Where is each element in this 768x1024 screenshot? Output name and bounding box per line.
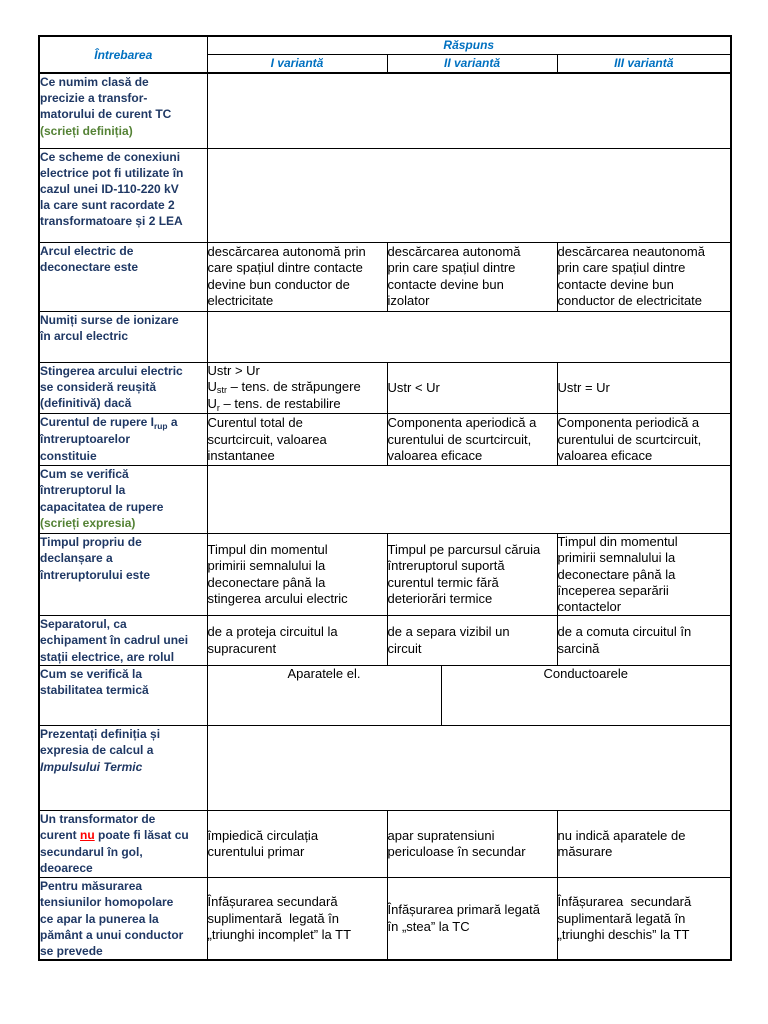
answer-text: Curentul total de scurtcircuit, valoarea instantanee xyxy=(207,415,327,463)
legend-line-recovery-voltage xyxy=(208,396,387,413)
answer-space xyxy=(207,466,731,534)
question-text: Prezentați definiția și expresia de calcul a xyxy=(40,727,161,758)
legend-subscript: r xyxy=(216,402,220,413)
variant-header-3 xyxy=(557,54,731,73)
answer-text: Componenta periodică a curentului de scurtcircuit, valoarea eficace xyxy=(557,415,702,463)
question-cell xyxy=(39,73,207,148)
answer-text: de a proteja circuitul la supracurent xyxy=(207,624,338,656)
answer-text: descărcarea autonomă prin care spațiul dintre contacte devine bun conductor de electricitate xyxy=(207,244,366,308)
question-cell xyxy=(39,878,207,961)
question-emphasis: Impulsului Termic xyxy=(40,759,143,774)
answer-text: Ustr < Ur xyxy=(387,379,440,395)
question-text: Separatorul, ca echipament în cadrul unei stații electrice, are rolul xyxy=(40,617,189,664)
question-row xyxy=(39,534,731,616)
variant-label: III variantă xyxy=(614,56,674,71)
question-cell xyxy=(39,534,207,616)
answer-text: descărcarea neautonomă prin care spațiul dintre contacte devine bun conductor de electricitate xyxy=(557,244,705,308)
question-text: Curentul de rupere I xyxy=(40,415,155,430)
answer-variant-2 xyxy=(387,811,557,878)
question-cell xyxy=(39,466,207,534)
answer-variant-3 xyxy=(557,414,731,466)
answer-variant-3 xyxy=(557,534,731,616)
answer-text: Componenta aperiodică a curentului de scurtcircuit, valoarea eficace xyxy=(387,415,537,463)
answer-variant-1 xyxy=(207,534,387,616)
question-column-label: Întrebarea xyxy=(94,47,153,62)
answer-variant-3 xyxy=(557,616,731,666)
answer-text: de a comuta circuitul în sarcină xyxy=(557,624,692,656)
question-text-continued: a întreruptoarelor constituie xyxy=(40,415,178,463)
question-row xyxy=(39,311,731,362)
question-cell xyxy=(39,362,207,414)
answer-group-label: Răspuns xyxy=(443,38,495,53)
question-text: Un transformator de curent xyxy=(40,812,156,843)
question-cell xyxy=(39,242,207,311)
question-cell xyxy=(39,311,207,362)
question-row xyxy=(39,726,731,811)
question-text: Pentru măsurarea tensiunilor homopolare ce apar la punerea la pământ a unui conductor se prevede xyxy=(40,879,184,958)
answer-split-columns xyxy=(208,666,731,725)
question-cell xyxy=(39,811,207,878)
answer-variant-2 xyxy=(387,242,557,311)
question-cell xyxy=(39,414,207,466)
answer-variant-2 xyxy=(387,616,557,666)
answer-text: de a separa vizibil un circuit xyxy=(387,624,510,656)
variant-header-2 xyxy=(387,54,557,73)
split-column-conductors xyxy=(442,666,731,725)
question-text: Ce scheme de conexiuni electrice pot fi utilizate în cazul unei ID-110-220 kV la care sunt racordate 2 transformatoare și 2 LEA xyxy=(40,149,184,229)
answer-text: nu indică aparatele de măsurare xyxy=(557,827,686,860)
question-text: Numiți surse de ionizare în arcul electric xyxy=(40,312,179,343)
question-cell xyxy=(39,666,207,726)
legend-subscript: str xyxy=(216,385,227,396)
variant-header-1 xyxy=(207,54,387,73)
split-label: Aparatele el. xyxy=(287,666,361,682)
answer-variant-3 xyxy=(557,242,731,311)
variant-label: II variantă xyxy=(443,56,501,71)
question-row xyxy=(39,242,731,311)
answer-text: Timpul din momentul primirii semnalului la deconectare până la începerea separării contactelor xyxy=(557,534,678,614)
answer-variant-3 xyxy=(557,362,731,414)
answer-text: descărcarea autonomă prin care spațiul dintre contacte devine bun izolator xyxy=(387,244,521,308)
answer-split xyxy=(207,666,731,726)
question-row xyxy=(39,666,731,726)
question-instruction: (scrieți expresia) xyxy=(40,515,136,530)
answer-text: Înfășurarea secundară suplimentară legată în „triunghi deschis” la TT xyxy=(557,894,692,942)
answer-text: apar supratensiuni periculoase în secundar xyxy=(387,827,526,860)
question-text: Arcul electric de deconectare este xyxy=(40,243,139,274)
question-row xyxy=(39,616,731,666)
legend-description: – tens. de străpungere xyxy=(227,378,361,394)
question-column-header xyxy=(39,36,207,73)
answer-variant-3 xyxy=(557,878,731,961)
variant-label: I variantă xyxy=(270,56,324,71)
question-cell xyxy=(39,148,207,242)
legend-description: – tens. de restabilire xyxy=(219,395,341,411)
answer-variant-2 xyxy=(387,878,557,961)
answer-variant-1 xyxy=(207,242,387,311)
question-row xyxy=(39,362,731,414)
question-text: Stingerea arcului electric se consideră reușită (definitivă) dacă xyxy=(40,363,183,410)
answer-variant-1 xyxy=(207,414,387,466)
question-text: Cum se verifică întreruptorul la capacitatea de rupere xyxy=(40,467,164,514)
question-row xyxy=(39,148,731,242)
question-text: Timpul propriu de declanșare a întreruptorului este xyxy=(40,535,151,582)
answer-variant-2 xyxy=(387,414,557,466)
answer-variant-1 xyxy=(207,878,387,961)
answer-text: Ustr = Ur xyxy=(557,379,610,395)
split-column-apparatus xyxy=(208,666,442,725)
question-text: Ce numim clasă de precizie a transfor- matorului de curent TC xyxy=(40,75,172,122)
answer-variant-1 xyxy=(207,616,387,666)
question-text: Cum se verifică la stabilitatea termică xyxy=(40,667,149,698)
question-row xyxy=(39,414,731,466)
answer-space xyxy=(207,726,731,811)
answer-variant-1 xyxy=(207,811,387,878)
question-subscript: rup xyxy=(154,420,168,431)
answer-text: împiedică circulația curentului primar xyxy=(207,827,319,860)
quiz-table xyxy=(38,35,732,961)
question-row xyxy=(39,466,731,534)
answer-variant-2 xyxy=(387,362,557,414)
answer-variant-1 xyxy=(207,362,387,414)
legend-line-breakdown-voltage xyxy=(208,379,387,396)
question-row xyxy=(39,878,731,961)
question-row xyxy=(39,73,731,148)
answer-variant-3 xyxy=(557,811,731,878)
answer-text: Ustr > Ur xyxy=(207,362,260,378)
question-cell xyxy=(39,616,207,666)
answer-text: Timpul pe parcursul căruia întreruptorul suportă curentul termic fără deteriorări termice xyxy=(387,542,541,606)
answer-space xyxy=(207,148,731,242)
answer-text: Timpul din momentul primirii semnalului la deconectare până la stingerea arcului electric xyxy=(207,542,348,606)
legend-symbol: U xyxy=(207,378,217,394)
answer-space xyxy=(207,311,731,362)
question-text-continued: poate fi lăsat cu secundarul în gol, deoarece xyxy=(40,828,189,875)
answer-group-header xyxy=(207,36,731,54)
question-highlight: nu xyxy=(80,828,95,843)
answer-variant-2 xyxy=(387,534,557,616)
header-row xyxy=(39,36,731,54)
answer-text: Înfășurarea primară legată în „stea” la TC xyxy=(387,902,540,934)
answer-space xyxy=(207,73,731,148)
question-instruction: (scrieți definiția) xyxy=(40,123,133,138)
legend-symbol: U xyxy=(207,395,217,411)
split-label: Conductoarele xyxy=(543,666,629,682)
answer-text: Înfășurarea secundară suplimentară legată în „triunghi incomplet” la TT xyxy=(207,894,352,942)
question-row xyxy=(39,811,731,878)
question-cell xyxy=(39,726,207,811)
